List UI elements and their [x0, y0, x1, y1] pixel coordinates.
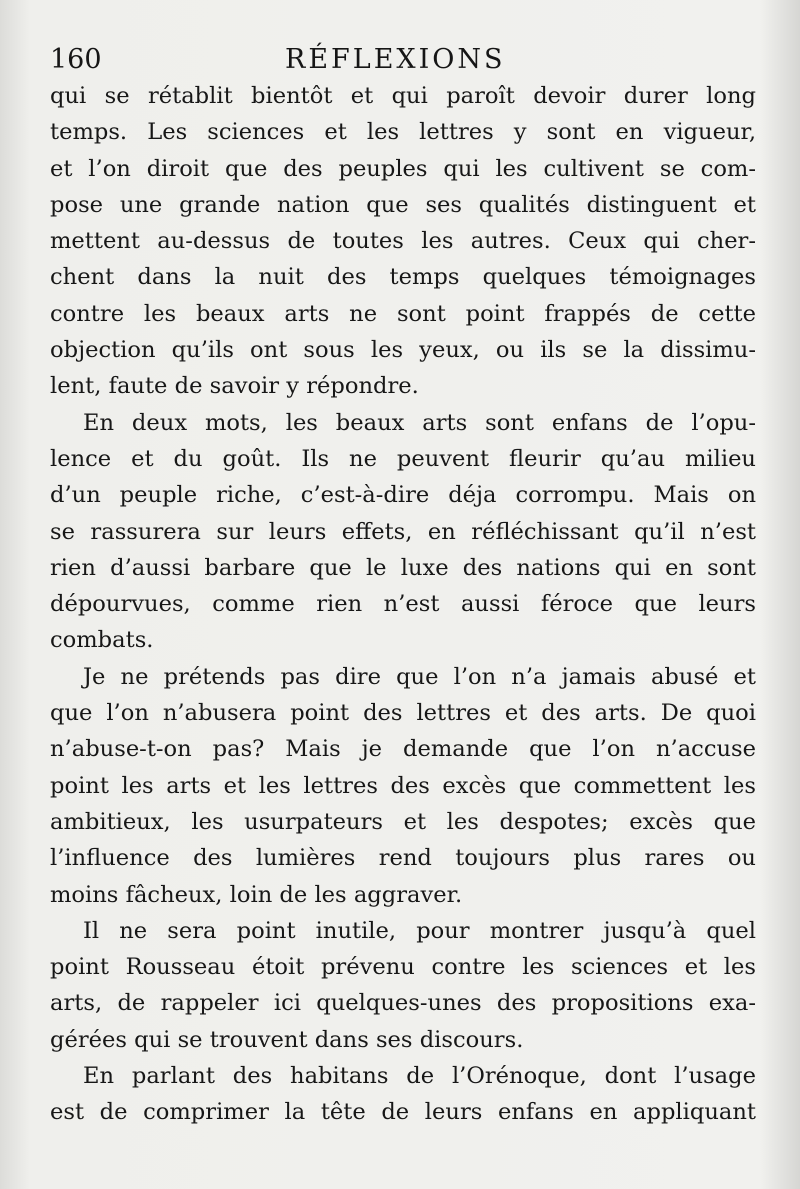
paragraph	[50, 659, 756, 913]
page-number: 160	[50, 44, 102, 75]
text-line: combats.	[50, 627, 154, 654]
text-line: d’un peuple riche, c’est-à-dire déja corrompu. Mais on	[50, 482, 756, 509]
text-line: temps. Les sciences et les lettres y sont en vigueur,	[50, 119, 756, 146]
text-line: objection qu’ils ont sous les yeux, ou ils se la dissimu-	[50, 337, 756, 364]
text-line: ambitieux, les usurpateurs et les despotes; excès que	[50, 808, 756, 835]
text-line: lent, faute de savoir y répondre.	[50, 373, 419, 400]
text-line: contre les beaux arts ne sont point frappés de cette	[50, 300, 756, 327]
text-line: arts, de rappeler ici quelques-unes des propositions exa-	[50, 990, 756, 1017]
text-line: qui se rétablit bientôt et qui paroît devoir durer long	[50, 83, 756, 109]
paragraph	[50, 1058, 756, 1131]
text-line: que l’on n’abusera point des lettres et des arts. De quoi	[50, 700, 756, 727]
paragraph	[50, 78, 756, 405]
text-line: moins fâcheux, loin de les aggraver.	[50, 881, 463, 908]
text-line: En deux mots, les beaux arts sont enfans de l’opu-	[83, 409, 756, 436]
text-line: point Rousseau étoit prévenu contre les sciences et les	[50, 954, 756, 981]
text-line: chent dans la nuit des temps quelques témoignages	[50, 264, 756, 291]
text-line: dépourvues, comme rien n’est aussi féroce que leurs	[50, 591, 756, 618]
body-text	[50, 78, 756, 1131]
text-line: gérées qui se trouvent dans ses discours.	[50, 1026, 524, 1053]
text-line: l’influence des lumières rend toujours plus rares ou	[50, 845, 756, 872]
text-line: mettent au-dessus de toutes les autres. Ceux qui cher-	[50, 228, 756, 255]
text-line: se rassurera sur leurs effets, en réfléchissant qu’il n’est	[50, 518, 756, 545]
text-line: pose une grande nation que ses qualités distinguent et	[50, 191, 756, 218]
text-line: rien d’aussi barbare que le luxe des nations qui en sont	[50, 554, 756, 581]
text-line: lence et du goût. Ils ne peuvent fleurir qu’au milieu	[50, 445, 756, 472]
text-line: Je ne prétends pas dire que l’on n’a jamais abusé et	[83, 663, 756, 690]
running-title: RÉFLEXIONS	[285, 44, 506, 75]
paragraph	[50, 913, 756, 1058]
text-line: Il ne sera point inutile, pour montrer jusqu’à quel	[83, 917, 756, 944]
text-line: est de comprimer la tête de leurs enfans en appliquant	[50, 1099, 756, 1126]
text-line: point les arts et les lettres des excès que commettent les	[50, 772, 756, 799]
text-line: n’abuse-t-on pas? Mais je demande que l’on n’accuse	[50, 736, 756, 763]
text-line: En parlant des habitans de l’Orénoque, dont l’usage	[83, 1063, 756, 1090]
paragraph	[50, 405, 756, 659]
text-line: et l’on diroit que des peuples qui les cultivent se com-	[50, 155, 756, 182]
page-header	[50, 42, 756, 82]
